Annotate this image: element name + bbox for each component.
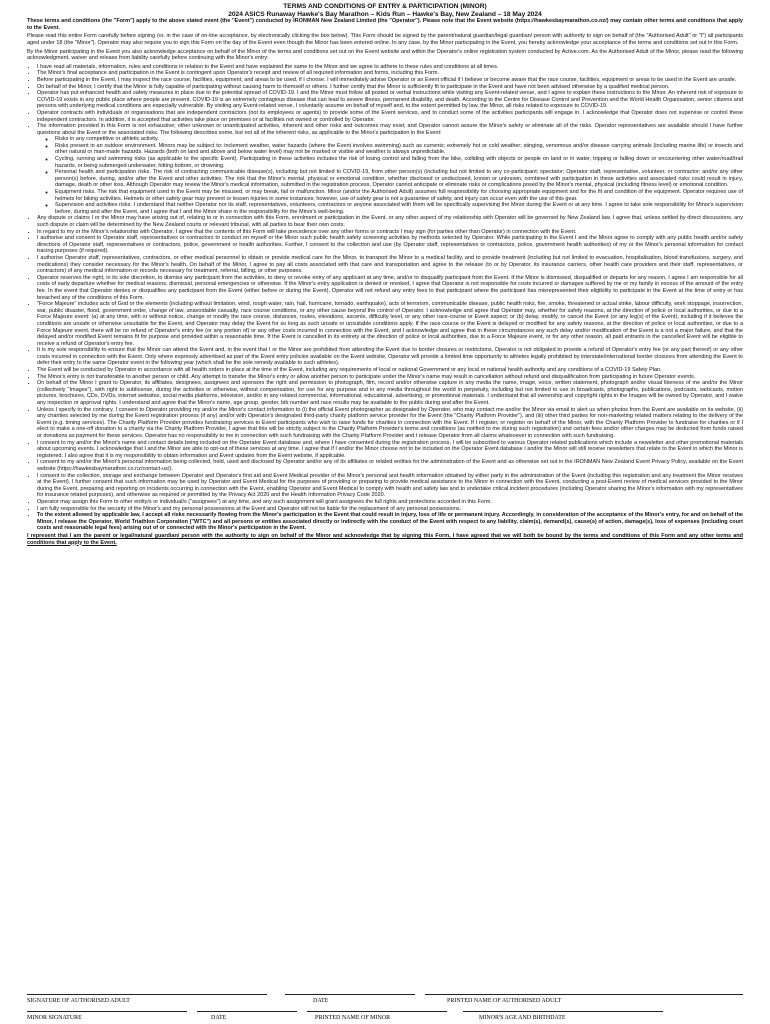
- adult-date-field[interactable]: [285, 994, 415, 1005]
- risk-sublist-container: [37, 136, 743, 215]
- term-item: • Any dispute or claims I or the Minor may have arising out of, relating to or in connection with this Form, enrolment or participation in the Event, or any other aspect of my relationship with Operator will be governed by New Zealand law. I agree that, unless settled by direct discussions, any such dispute or claim will be determined by the New Zealand courts or relevant tribunal, with all parties to bear their own costs.: [37, 215, 743, 228]
- adult-signature-field[interactable]: [27, 994, 267, 1005]
- term-item: • The information provided in this Form is not exhaustive; other unknown or unanticipated activities, inherent and other risks and outcomes may exist; and Operator cannot assure the Minor's safety or eliminate all of the risks. Operator representatives are available should I have further questions about the Event or the associated risks. The following describes some, but not all of the inherent risks, as applicable to the Minor's participation in the Event:: [37, 123, 743, 136]
- term-item: • Operator contracts with individuals or organisations that are independent contractors (not its employees or agents) to provide some of the Event services, and to conduct some of the activities participants will engage in. I acknowledge that Operator does not supervise or control these independent contractors. In addition, it is accepted that activities take place on premises or at facilities not owned or controlled by Operator.: [37, 110, 743, 123]
- term-item: • The Event will be conducted by Operator in accordance with all health orders in place at the time of the Event, including any requirements of local or national Government or any local or national health authority and any conditions of a COVID-19 Safety Plan.: [37, 367, 743, 374]
- intro-paragraph-3: By the Minor participating in the Event you also acknowledge acceptance on behalf of the Minor of the terms and conditions set out on the Event website and within the Operator's online registration system conducted by Active.com. As the Authorised Adult of the Minor, please read the following acknowledgment, waiver and release from liability carefully before continuing with the Minor's entry:: [27, 48, 743, 62]
- minor-signature-label: MINOR SIGNATURE: [27, 1015, 82, 1021]
- term-item: • I authorise Operator staff, representatives, contractors, or other medical personnel to obtain or provide medical care for the Minor, to transport the Minor to a medical facility, and to provide treatment (including but not limited to evacuation, hospitalisation, blood transfusions, surgery, and medications) they consider necessary for the Minor's health. On behalf of the Minor, I agree to pay all costs associated with that care and transportation and agree to the release (to or by Operator, its insurance carriers, other health care providers and their staff, representatives, or contractors) of any medical information or records necessary for treatment, referral, billing, or other purposes.: [37, 255, 743, 275]
- term-item: • Operator may assign this Form to other entity/s or individual/s ("assignees") at any time, and any such assignment will grant assignees the full rights and protections accorded in this Form.: [37, 499, 743, 506]
- minor-age-birthdate-label: MINOR'S AGE AND BIRTHDATE: [479, 1015, 566, 1021]
- minor-printed-name-field[interactable]: [307, 1011, 447, 1022]
- minor-date-field[interactable]: [197, 1011, 297, 1022]
- term-item: • On behalf of the Minor I grant to Operator, its affiliates, designees, assignees and sponsors the right and permission to photograph, film, record and/or otherwise capture in any media the name, image, voice, written statement, photograph and/or visual likeness of me and/or the Minor (collectively "Images"), with right to sublicense, during the activities or otherwise, without compensation, for use for any purpose and in any media throughout the world in perpetuity, including but not limited to use in broadcasts, photographs, publications, podcasts, webcasts, motion pictures, brochures, CDs, DVDs, internet websites, social media platforms, television, and/or in any related commercial, informational, educational, advertising, or promotional materials. I understand that all ownership and copyright rights in the Images will be owned by Operator, and I waive any inspection or approval rights. I understand and agree that the Minor's name, age group, gender, bib number and race results may be available to the public during and after the Event.: [37, 380, 743, 406]
- adult-printed-name-field[interactable]: [425, 994, 743, 1005]
- term-item: • On behalf of the Minor, I certify that the Minor is fully capable of participating without causing harm to themself or others. I further certify that the Minor is sufficiently fit to participate in the Event and have not been advised otherwise by a qualified medical person.: [37, 84, 743, 91]
- minor-printed-name-label: PRINTED NAME OF MINOR: [315, 1015, 391, 1021]
- term-item: • It is my sole responsibility to ensure that the Minor can attend the Event and, in the event that I or the Minor are prohibited from attending the Event due to border closures or restrictions, Operator is not obligated to provide a refund of Operator's entry fee (or any part thereof) or any other costs incurred in connection with the Event. Only where expressly advertised as part of the Event entry policies available on the Event website, Operator will provide a limited time opportunity to athletes legally prohibited by interstate/international border closures from attending the Event to defer their entry to the same Operator event in the following year (which shall be the sole remedy available to such athletes).: [37, 347, 743, 367]
- intro-paragraph-2: Please read this entire Form carefully before signing (or, in the case of on-line acceptance, by electronically clicking the box below). This Form should be signed by the parent/natural guardian/legal guardian/ person with authority to sign on behalf of (the "Authorised Adult" or "I") all participants aged under 18 (the "Minor"). Operator may also require you to sign this Form on the day of the Event even though the Minor has been entered online. In any case, by the Minor participating in the Event, you hereby acknowledge your acceptance of the terms and conditions set out in this Form.: [27, 33, 743, 46]
- term-item: • I consent to my and/or the Minor's name and contact details being included on the Operator Event database and, where I have consented during the registration process, I will be subscribed to various Operator related publications which include a newsletter and other promotional materials about upcoming events. I acknowledge that I and the Minor are able to opt-out of these services at any time. I agree that if I and/or the Minor choose not to be included on the Operator Event database I and/or the Minor will still receive newsletters that relate to the Event in which the Minor is registered. I also agree that it is my responsibility to obtain information and Event updates from the Event website, if applicable.: [37, 440, 743, 460]
- risk-item: ◦ Equipment risks. The risk that equipment used in the Event may be misused, or may break, fail or malfunction. Minor (and/or the Authorised Adult) assumes full responsibility for choosing appropriate equipment and for the fit and condition of the equipment. Operator requires use of helmets for biking activities. Helmets or other safety gear may prevent or lessen injuries in some instances; however, use of safety gear is not a guarantee of safety, and injury can occur even with the use of this gear.: [55, 189, 743, 202]
- term-item: • Before participating in the Event, I may inspect the race course, facilities, equipment, and areas to be used, if I choose. I will immediately advise Operator or an Event official if I believe or become aware that the race course, facilities, equipment or areas to be used in the Event are unsafe.: [37, 77, 743, 84]
- term-item: • The Minor's final acceptance and participation in the Event is contingent upon Operator's receipt and review of all required information and forms, including this Form.: [37, 70, 743, 77]
- minor-date-label: DATE: [211, 1015, 227, 1021]
- adult-signature-label: SIGNATURE OF AUTHORISED ADULT: [27, 998, 130, 1004]
- term-item-release: • To the extent allowed by applicable law, I accept all risks necessarily flowing from the Minor's participation in the Event that could result in injury, loss of life or permanent injury. Accordingly, in consideration of the acceptance of the Minor's entry, for and on behalf of the Minor, I release the Operator, World Triathlon Corporation ("WTC") and all persons or entities associated directly or indirectly with the conduct of the Event with respect to any liability, claim(s), demand(s), cause(s) of action, damage(s), loss of expenses (including court costs and reasonable legal fees) arising out of or connected with the Minor's participation in the Event.: [37, 512, 743, 532]
- term-item: • I consent to my and/or the Minor's personal information being collected, held, used and disclosed by Operator and/or any of its affiliates or related entities for the administration of the Event and as otherwise set out in the IRONMAN New Zealand Event Privacy Policy, available on the Event website (https://hawkesbaymarathon.co.nz/contact-us/).: [37, 459, 743, 472]
- document-subtitle: 2024 ASICS Runaway Hawke's Bay Marathon – Kids Run – Hawke's Bay, New Zealand – 18 May 2024: [228, 10, 542, 18]
- minor-age-birthdate-field[interactable]: [463, 1011, 663, 1022]
- term-item: • Operator reserves the right, in its sole discretion, to dismiss any participant from the activities, to deny or revoke entry of any applicant at any time, and/or to disqualify participant from the Event. If the Minor is dismissed, disqualified or departs for any reason, I agree I am responsible for all costs of early departure whether for medical reasons, dismissal, personal emergencies or otherwise. If the Minor's entry application is denied or revoked, I agree that Operator is not responsible for costs incurred or damages suffered by me or my family in excess of the amount of the entry fee. In the event that Operator denies or disqualifies any participant from the Event (either before or during the Event), Operator will not refund any entry fees to that participant where the participant has misrepresented their eligibility to participate in the Event at the time of entry or has breached any of the conditions of this Form.: [37, 275, 743, 301]
- risk-item: ◦ Cycling, running and swimming risks (as applicable to the specific Event). Participating in these activities includes the risk of losing control and falling from the bike, colliding with objects or people on land or in water, tripping or falling down or encountering other water/road/trail hazards, or being submerged underwater, hitting bottom, or drowning.: [55, 156, 743, 169]
- term-item: • The Minor's entry is not transferable to another person or child. Any attempt to transfer the Minor's entry or allow another person to participate under the Minor's name may result in cancellation without refund and disqualification from participating in future Operator events.: [37, 374, 743, 381]
- signature-line: [285, 994, 415, 995]
- term-item: • Unless I specify to the contrary, I consent to Operator providing my and/or the Minor's contact information to (i) the official Event photographer as designated by Operator, who may contact me and/or the Minor via email to alert us when photos from the Event are available on its website, (ii) any charities selected by me during the Event registration process (if any) and/or with Operator's designated third-party charity platform service provider for the Event (the "Charity Platform Provider"), and (iii) other third parties for non-marketing related matters relating to the delivery of the Event (e.g. timing services). The Charity Platform Provider provides fundraising services to Event participants who wish to raise funds for charities in connection with the Event. If I register, or register on behalf of the Minor, with the Charity Platform Provider to fundraise for charities or if I elect to make a one-off donation to a charity via the Charity Platform Provider, I agree that this will be strictly subject to the Charity Platform Provider's terms and conditions (as notified to me during such registration) and certain fees and/or other charges may be deducted from funds raised or donations as payment for these services. Operator has no responsibility to me in connection with such fundraising with the Charity Platform Provider and I release Operator from all claims whatsoever in connection with such fundraising.: [37, 407, 743, 440]
- term-item: • I consent to the collection, storage and exchange between Operator and Operator's first aid and Event Medical provider of the Minor's personal and health information obtained by either party in the administration of the Event (including this registration and any treatment the Minor receives at the Event). I further consent that such information may be used by Operator and Event Medical for the purposes of providing or preparing to provide medical assistance to the Minor in connection with the Event, conducting a post-Event review of medical services provided to the Minor during the Event, preparing and reporting on incidents occurring in connection with the Event, enabling Operator and Event Medical to comply with health and safety law and to undertake critical incident procedures (including Operator sharing the Minor's information with my representatives for insurance related purposes), and otherwise as required or permitted by the Privacy Act 2020 and the Health Information Privacy Code 2020.: [37, 473, 743, 499]
- signature-line: [425, 994, 743, 995]
- term-item: • I authorise and consent to Operator staff, representatives or contractors to conduct on myself or the Minor such public health safety screening activities by methods selected by Operator. While participating in the Event I and the Minor agree to comply with any public health and/or safety directions of Operator staff, representatives or contractors, police, government or health authorities. Further, I consent to the collection and use (by Operator staff, representatives or contractors, police, government health authorities) of my or the Minor's personal information for contact tracing purposes (if required).: [37, 235, 743, 255]
- signature-line: [27, 994, 267, 995]
- minor-signature-field[interactable]: [27, 1011, 187, 1022]
- risk-item: ◦ Risks present in an outdoor environment. Minors may be subject to: inclement weather, water hazards (where the Event involves swimming) such as currents; extremely hot or cold weather; stinging, venomous and/or disease carrying animals (including marine life) or insects and other natural or man-made hazards. Hazards (both on land and above and below water level) may not be marked or visible and weather is always unpredictable.: [55, 143, 743, 156]
- signature-line: [197, 1011, 297, 1012]
- signature-line: [27, 1011, 187, 1012]
- adult-printed-name-label: PRINTED NAME OF AUTHORISED ADULT: [447, 998, 562, 1004]
- risk-item: ◦ Risks in any competitive or athletic activity.: [55, 136, 743, 143]
- term-item: • "Force Majeure" includes acts of God or the elements (including without limitation, wind, rough water, rain, hail, hurricane, tornado, earthquake), acts of terrorism, communicable disease, public health risks, fire, smoke, threatened or actual strike, labour difficulty, work stoppage, insurrection, war, public disaster, flood, government order, change of law, unavoidable casualty, race course conditions, or any other cause beyond the control of Operator. I acknowledge and agree that Operator may, whether for safety reasons, at the direction of police or local authorities, or due to a Force Majeure event: (a) at any time, with or without notice, change or modify the race course, distances, routes, elevations, ascents, difficulty level, or any other race-course or Event aspect; or (b) delay, modify, or cancel the Event (or any leg(s) of the Event), including if it believes the conditions are unsafe or otherwise unsuitable for the Event, and Operator may delay the Event for so long as such unsafe or unsuitable conditions apply. If the race course or the Event is delayed or modified for any safety reasons, at the direction of police or local authorities, or due to a Force Majeure event, there will be no refund of Operator's entry fee (or any portion of) or any other costs incurred in connection with the Event, and I acknowledge and agree that in these circumstances any such delay and/or modification of the Event is a not a major failure, and that the delayed and/or modified Event remains fit for purpose and provided within a reasonable time. If the Event is cancelled in its entirety at the direction of police or local authorities, due to a Force Majeure event, or for any other reason, all paid entrants in the cancelled Event will be eligible to receive a refund of Operator's entry fee.: [37, 301, 743, 347]
- intro-paragraph-1: These terms and conditions (the "Form") apply to the above stated event (the "Event") conducted by IRONMAN New Zealand Limited (the "Operator"). Please note that the Event website (https://hawkesbaymarathon.co.nz/) may contain other terms and conditions that apply to the Event.: [27, 18, 743, 31]
- signature-line: [307, 1011, 447, 1012]
- adult-date-label: DATE: [313, 998, 329, 1004]
- term-item: • Operator has put enhanced health and safety measures in place due to the potential spread of COVID-19. I and the Minor must follow all posted or verbal instructions while visiting any Event-related venue, and I agree to explain these instructions to the Minor. An inherent risk of exposure to COVID-19 exists in any public place where people are present. COVID-19 is an extremely contagious disease that can lead to severe illness, permanent disability, and death. According to the Centre for Disease Control and Prevention and the World Health Organisation, senior citizens and persons with underlying medical conditions are especially vulnerable. By visiting any Event-related venue, I voluntarily assume on behalf of myself and, to the extent permitted by law, the Minor, all risks related to exposure to COVID-19.: [37, 90, 743, 110]
- terms-list: [27, 64, 743, 532]
- signature-line: [463, 1011, 663, 1012]
- document-title: TERMS AND CONDITIONS OF ENTRY & PARTICIPATION (MINOR): [283, 3, 487, 10]
- risk-item: ◦ Supervision and activities risks. I understand that neither Operator nor its staff, representatives, volunteers, contractors or anyone associated with them will be specifically supervising the Minor during the Event or at any time. I agree to take sole responsibility for Minor's supervision before, during and after the Event, and I agree that I and the Minor share in the responsibility for the Minor's well-being.: [55, 202, 743, 215]
- term-item: • I am fully responsible for the security of the Minor's and my personal possessions at the Event and Operator will not be liable for the replacement of any personal possessions.: [37, 506, 743, 513]
- declaration: I represent that I am the parent or legal/natural guardian/ person with the authority to sign on behalf of the Minor and acknowledge that by signing this Form, I have agreed that we will both be bound by the terms and conditions of this Form and any other terms and conditions that apply to the Event.: [27, 532, 743, 546]
- term-item: • I have read all materials, information, rules and conditions in relation to the Event and have explained the same to the Minor and we agree to adhere to these rules and conditions at all times.: [37, 64, 743, 71]
- risk-sublist: [37, 136, 743, 215]
- risk-item: ◦ Personal health and participation risks. The risk of contracting communicable disease(s), including but not limited to COVID-19, from other person(s) (including but not limited to any co-participant; spectator; Operator staff, representative, volunteer, or contractor; and/or any other person(s) before, during, and/or after the Event and other activities. The risk that the Minor's mental, physical or emotional condition, whether disclosed or undisclosed, known or unknown, combined with participation in these activities and associated risks could result in injury, damage, death or other loss. Although Operator may review the Minor's medical information, submitted in the registration process, Operator cannot anticipate or eliminate risks or complications posed by the Minor's mental, physical (including fitness level) or emotional condition.: [55, 169, 743, 189]
- term-item: • In regard to my or the Minor's relationship with Operator, I agree that the contents of this Form will take precedence over any other forms or contracts I may sign (for parties other than Operator) in connection with the Event.: [37, 229, 743, 236]
